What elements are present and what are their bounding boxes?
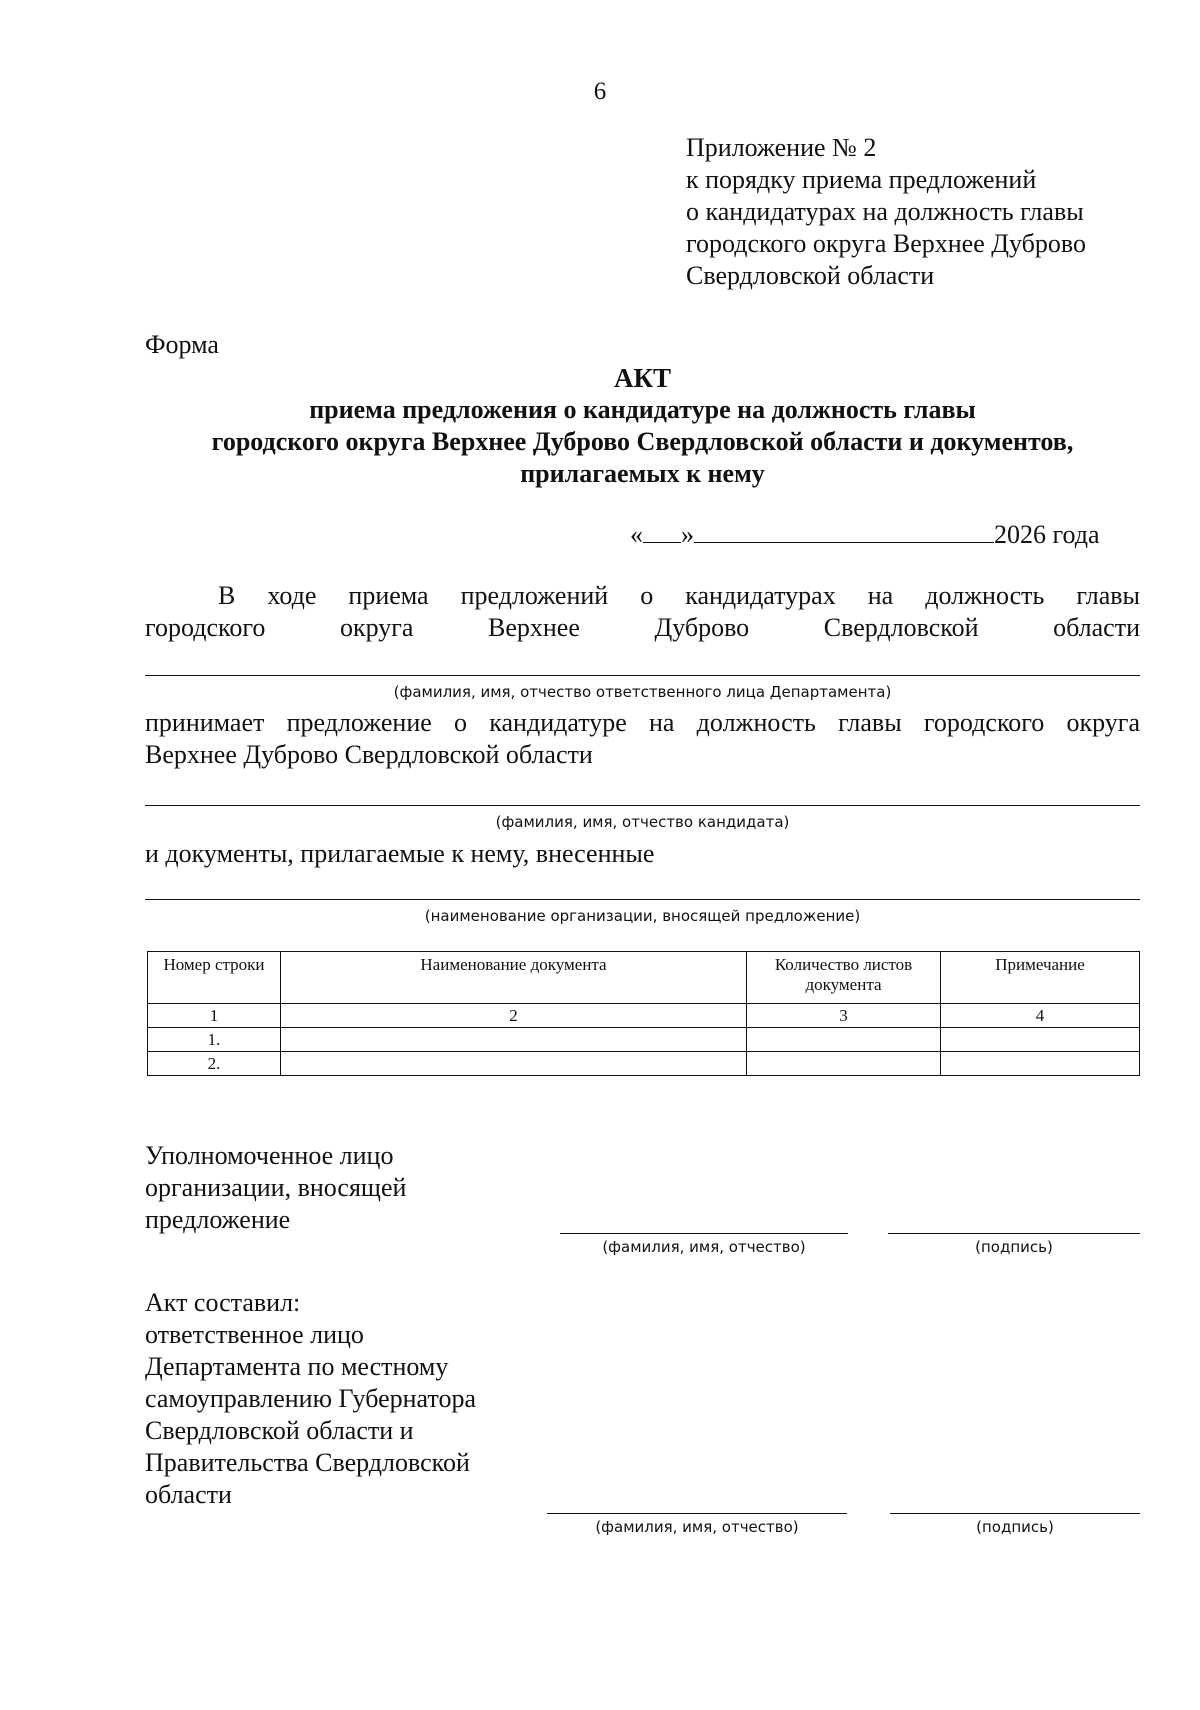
compiler-name-caption: (фамилия, имя, отчество) <box>595 1518 799 1536</box>
table-cell: 4 <box>941 1004 1140 1028</box>
caption-organization: (наименование организации, вносящей предложение) <box>424 907 861 925</box>
table-cell: 3 <box>747 1004 941 1028</box>
appendix-line: Приложение № 2 <box>686 133 877 162</box>
table-row <box>148 1052 1140 1076</box>
appendix-line: о кандидатурах на должность главы <box>686 197 1084 226</box>
day-blank-field[interactable] <box>643 520 681 543</box>
body-paragraph-line: В ходе приема предложений о кандидатурах на должность главы <box>218 581 1140 610</box>
date-line <box>630 520 1100 550</box>
body-paragraph-line: принимает предложение о кандидатуре на должность главы городского округа <box>145 708 1140 737</box>
table-cell[interactable] <box>281 1028 747 1052</box>
table-cell[interactable] <box>941 1052 1140 1076</box>
signature-label-line: ответственное лицо <box>145 1320 364 1349</box>
fill-line-candidate[interactable] <box>145 805 1140 806</box>
document-title <box>145 362 1140 490</box>
authorized-signature-line[interactable] <box>888 1233 1140 1234</box>
table-header-cell: Количество листов документа <box>747 952 941 1004</box>
documents-table <box>147 951 1140 1076</box>
signature-label-line: Правительства Свердловской <box>145 1448 470 1477</box>
table-cell[interactable] <box>281 1052 747 1076</box>
table-cell[interactable] <box>941 1028 1140 1052</box>
signature-label-line: области <box>145 1480 232 1509</box>
table-cell: 2 <box>281 1004 747 1028</box>
signature-label-line: Департамента по местному <box>145 1352 449 1381</box>
compiler-signature-caption: (подпись) <box>976 1518 1054 1536</box>
date-close-quote: » <box>681 520 694 549</box>
compiler-signature-line[interactable] <box>890 1513 1140 1514</box>
appendix-line: к порядку приема предложений <box>686 165 1037 194</box>
table-header-cell: Наименование документа <box>281 952 747 1004</box>
month-blank-field[interactable] <box>694 520 994 543</box>
table-header-cell: Номер строки <box>148 952 281 1004</box>
title-line: городского округа Верхнее Дуброво Свердловской области и документов, <box>211 427 1074 456</box>
table-row <box>148 1028 1140 1052</box>
table-cell: 2. <box>148 1052 281 1076</box>
body-paragraph-line: городского округа Верхнее Дуброво Свердловской области <box>145 613 1140 642</box>
body-paragraph-line: Верхнее Дуброво Свердловской области <box>145 740 593 769</box>
title-line: прилагаемых к нему <box>520 459 765 488</box>
date-year: 2026 года <box>994 520 1100 549</box>
authorized-name-line[interactable] <box>560 1233 848 1234</box>
appendix-header <box>686 132 1086 292</box>
fill-line-department-person[interactable] <box>145 675 1140 676</box>
table-cell: 1 <box>148 1004 281 1028</box>
compiler-name-line[interactable] <box>547 1513 847 1514</box>
table-cell[interactable] <box>747 1028 941 1052</box>
table-cell: 1. <box>148 1028 281 1052</box>
title-line: АКТ <box>613 363 672 393</box>
table-header-cell: Примечание <box>941 952 1140 1004</box>
authorized-person-label <box>145 1140 406 1236</box>
authorized-signature-caption: (подпись) <box>975 1238 1053 1256</box>
appendix-line: Свердловской области <box>686 261 935 290</box>
signature-label-line: предложение <box>145 1205 291 1234</box>
compiler-label <box>145 1287 476 1511</box>
authorized-name-caption: (фамилия, имя, отчество) <box>602 1238 806 1256</box>
page-number: 6 <box>593 78 607 105</box>
body-paragraph-line: и документы, прилагаемые к нему, внесенные <box>145 839 655 868</box>
signature-label-line: Акт составил: <box>145 1288 301 1317</box>
signature-label-line: самоуправлению Губернатора <box>145 1384 476 1413</box>
signature-label-line: организации, вносящей <box>145 1173 407 1202</box>
fill-line-organization[interactable] <box>145 899 1140 900</box>
title-line: приема предложения о кандидатуре на должность главы <box>309 395 976 424</box>
form-label: Форма <box>145 330 219 359</box>
table-header-row <box>148 952 1140 1004</box>
caption-candidate: (фамилия, имя, отчество кандидата) <box>495 813 790 831</box>
caption-department-person: (фамилия, имя, отчество ответственного лица Департамента) <box>393 683 892 701</box>
appendix-line: городского округа Верхнее Дуброво <box>686 229 1086 258</box>
date-open-quote: « <box>630 520 643 549</box>
table-number-row <box>148 1004 1140 1028</box>
signature-label-line: Уполномоченное лицо <box>145 1141 394 1170</box>
table-cell[interactable] <box>747 1052 941 1076</box>
signature-label-line: Свердловской области и <box>145 1416 414 1445</box>
